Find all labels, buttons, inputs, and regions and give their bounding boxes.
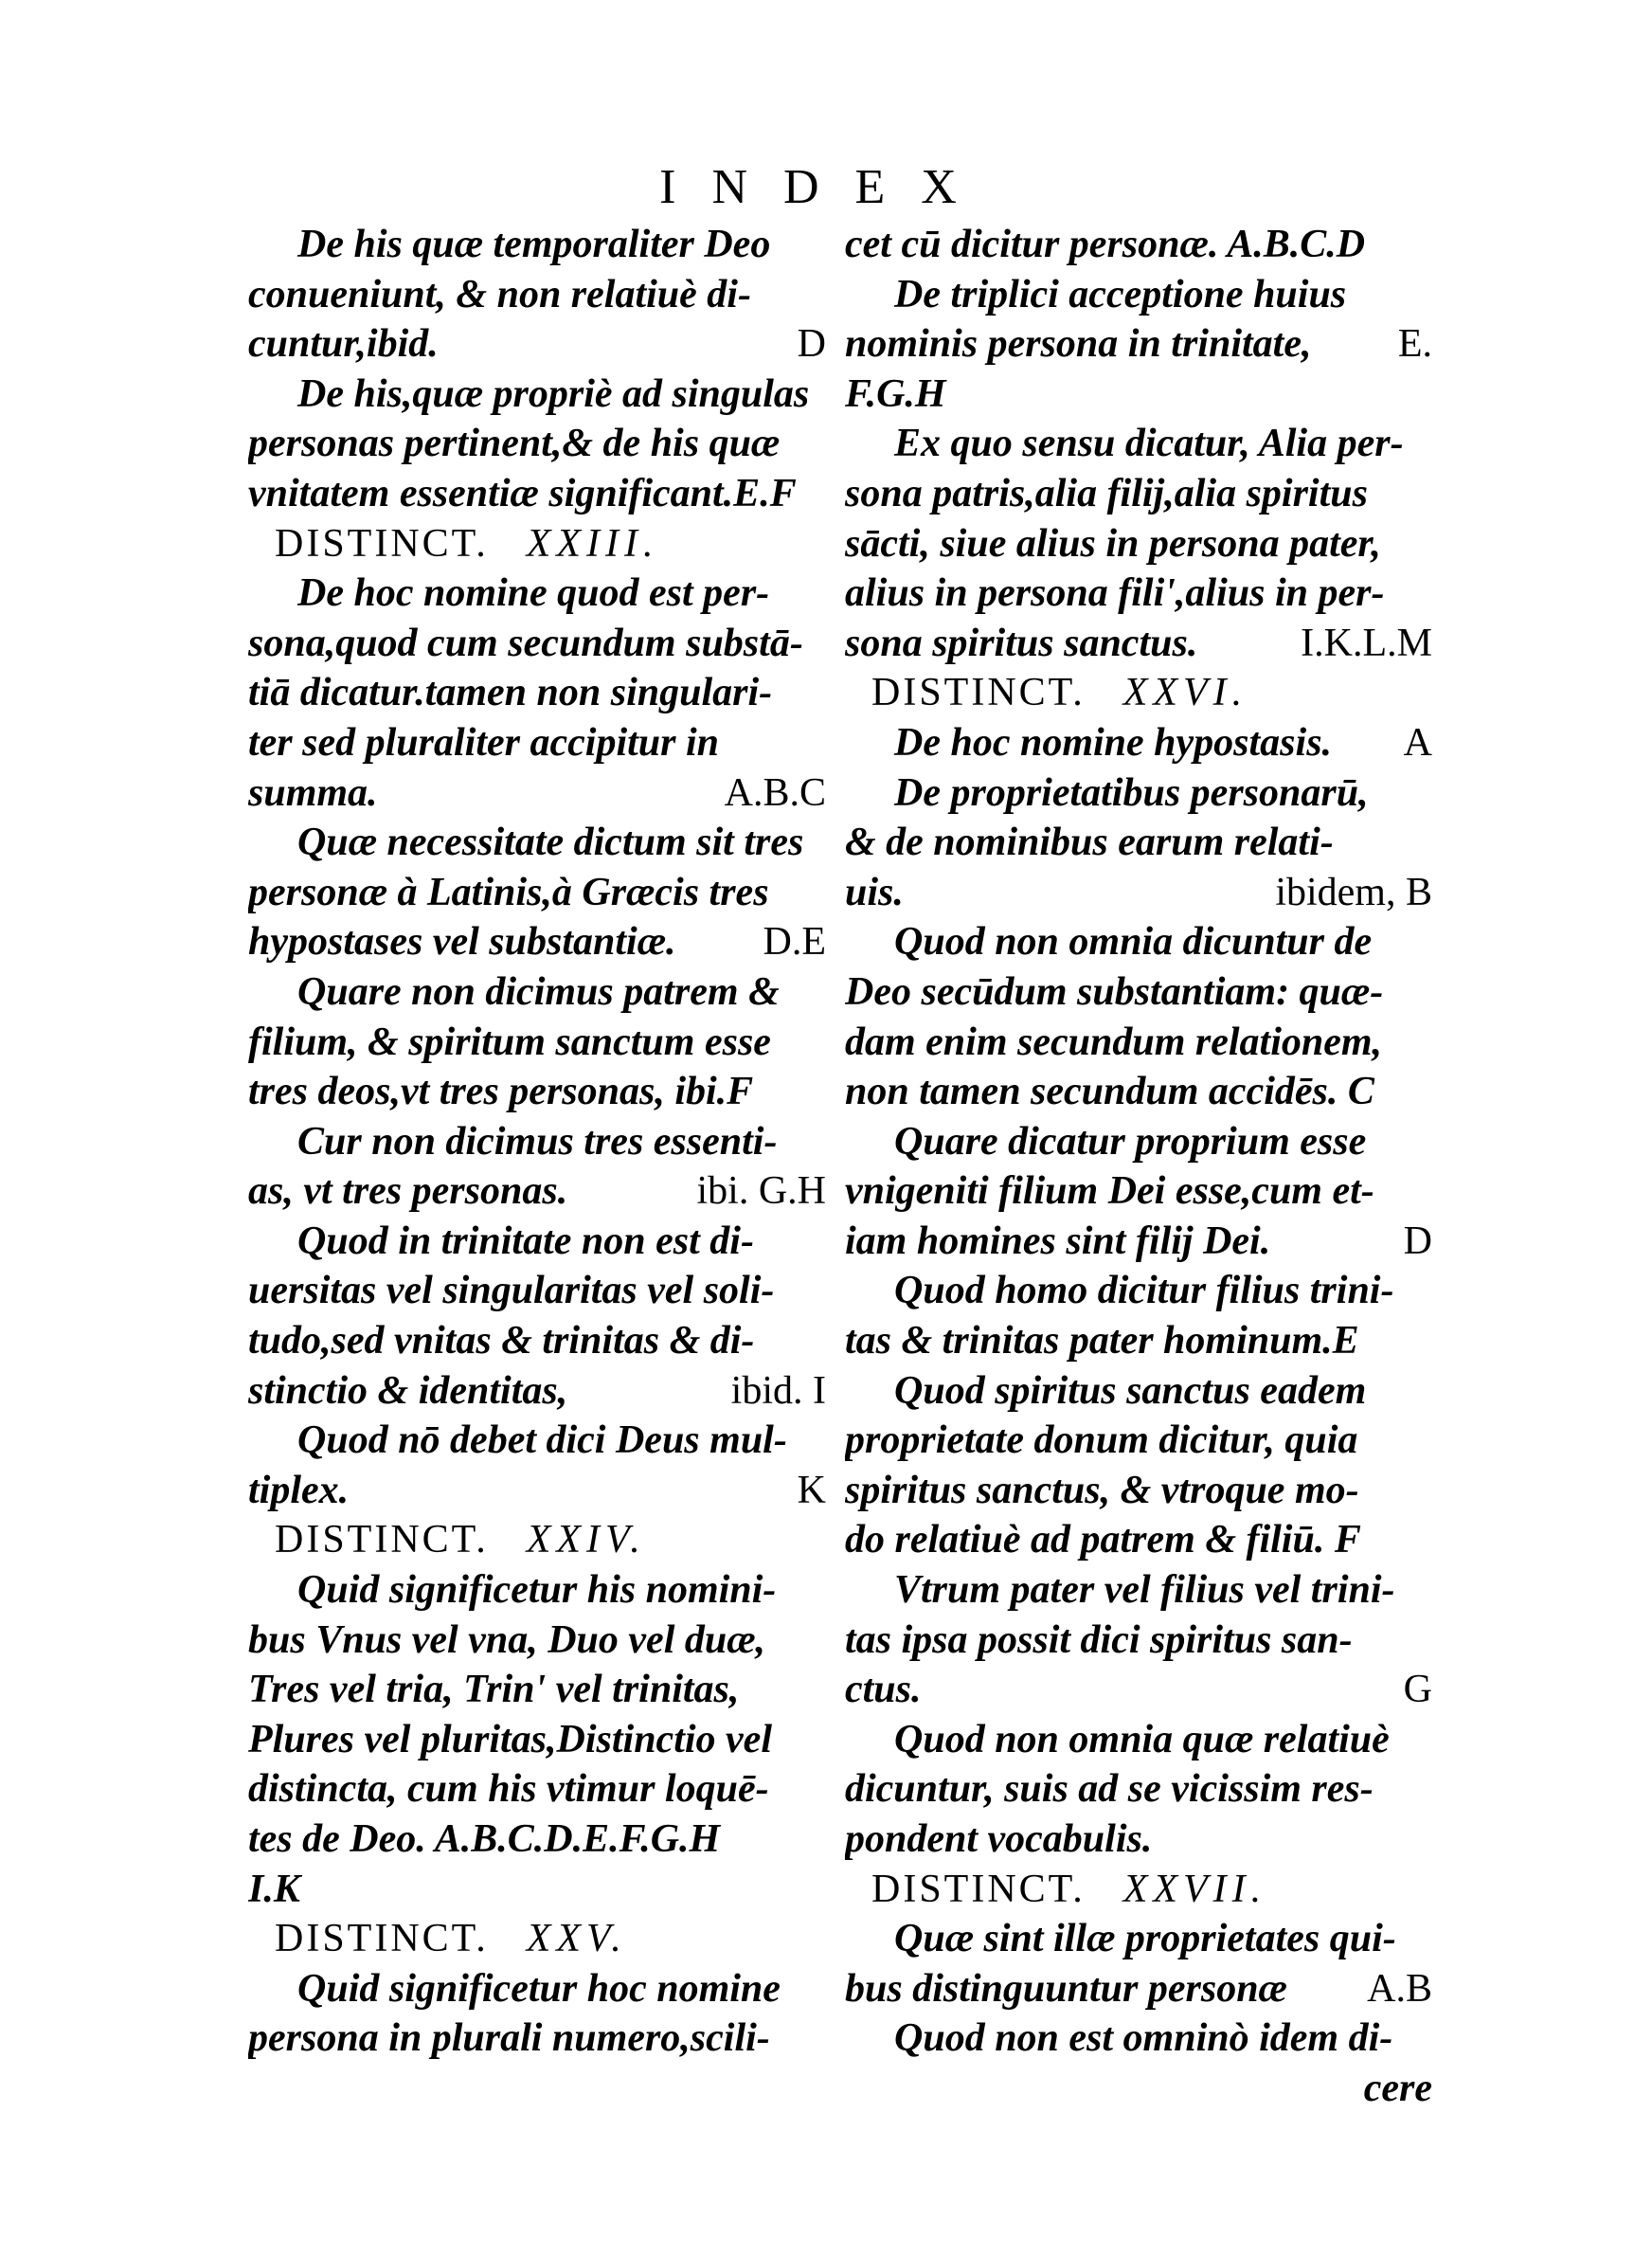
section-reference: K	[797, 1468, 826, 1512]
index-entry-line: alius in persona fili',alius in per-	[845, 571, 1385, 616]
entry-text: sona spiritus sanctus.	[845, 621, 1198, 665]
index-entry-line	[248, 768, 826, 819]
index-entry-line: non tamen secundum accidēs. C	[845, 1070, 1374, 1114]
entry-text: summa.	[248, 770, 378, 815]
index-entry-line	[845, 619, 1432, 669]
distinction-heading	[248, 519, 826, 569]
index-entry-line: tas & trinitas pater hominum.E	[845, 1319, 1359, 1363]
entry-text: De hoc nomine hypostasis.	[894, 720, 1333, 765]
entry-text: stinctio & identitas,	[248, 1368, 568, 1413]
index-entry-line: Quod in trinitate non est di-	[297, 1219, 754, 1263]
index-entry-line: tas ipsa possit dici spiritus san-	[845, 1617, 1353, 1662]
section-reference: ibidem, B	[1275, 870, 1432, 914]
index-entry-line: sona,quod cum secundum substā-	[248, 621, 803, 665]
section-reference: E.	[1397, 322, 1432, 367]
distinction-label: DISTINCT.	[871, 1867, 1086, 1911]
section-reference: G	[1403, 1668, 1432, 1712]
index-entry-line: Quod nō debet dici Deus mul-	[297, 1418, 787, 1463]
index-entry-line: & de nominibus earum relati-	[845, 821, 1334, 865]
index-entry-line	[845, 1665, 1432, 1715]
left-index-column	[248, 220, 826, 2064]
index-entry-line: tres deos,vt tres personas, ibi.F	[248, 1070, 754, 1114]
index-entry-line: persona in plurali numero,scili-	[248, 2016, 770, 2061]
index-entry-line: Quod non est omninò idem di-	[894, 2016, 1393, 2061]
index-entry-line: bus Vnus vel vna, Duo vel duæ,	[248, 1617, 766, 1662]
index-entry-line: tes de Deo. A.B.C.D.E.F.G.H	[248, 1817, 721, 1861]
distinction-heading	[845, 1865, 1432, 1915]
index-entry-line	[248, 1466, 826, 1516]
index-entry-line: De proprietatibus personarū,	[894, 770, 1369, 815]
section-reference: D	[797, 322, 826, 367]
entry-text: as, vt tres personas.	[248, 1169, 568, 1214]
index-entry-line: personæ à Latinis,à Græcis tres	[248, 870, 769, 914]
index-entry-line: Quod non omnia quæ relatiuè	[894, 1717, 1390, 1761]
index-entry-line: cet cū dicitur personæ. A.B.C.D	[845, 223, 1366, 266]
section-reference: ibi. G.H	[696, 1169, 826, 1214]
index-entry-line: sācti, siue alius in persona pater,	[845, 521, 1381, 566]
index-entry-line: dam enim secundum relationem,	[845, 1020, 1383, 1064]
distinction-heading	[845, 668, 1432, 718]
index-entry-line: cere	[1363, 2066, 1432, 2110]
index-entry-line: De triplici acceptione huius	[894, 272, 1347, 316]
index-entry-line: Quid significetur hoc nomine	[297, 1966, 781, 2011]
index-entry-line: distincta, cum his vtimur loquē-	[248, 1767, 769, 1812]
right-index-column	[845, 220, 1432, 2114]
distinction-number: XXV.	[526, 1917, 627, 1961]
index-entry-line: conueniunt, & non relatiuè di-	[248, 272, 751, 316]
distinction-heading	[248, 1914, 826, 1964]
section-reference: A.B.C	[724, 770, 826, 815]
entry-text: uis.	[845, 870, 904, 914]
index-entry-line: tudo,sed vnitas & trinitas & di-	[248, 1319, 755, 1363]
index-entry-line: dicuntur, suis ad se vicissim res-	[845, 1767, 1374, 1812]
distinction-number: XXIII.	[526, 521, 659, 566]
index-entry-line: Ex quo sensu dicatur, Alia per-	[894, 422, 1404, 466]
index-entry-line: personas pertinent,& de his quæ	[248, 422, 781, 466]
index-entry-line: Plures vel pluritas,Distinctio vel	[248, 1717, 772, 1761]
index-entry-line: Quæ sint illæ proprietates qui-	[894, 1917, 1396, 1961]
distinction-number: XXVII.	[1122, 1867, 1267, 1911]
section-reference: A	[1403, 720, 1432, 765]
index-entry-line: proprietate donum dicitur, quia	[845, 1418, 1358, 1463]
index-entry-line: Quare non dicimus patrem &	[297, 969, 780, 1014]
distinction-label: DISTINCT.	[275, 521, 489, 566]
entry-text: bus distinguuntur personæ	[845, 1966, 1287, 2011]
index-entry-line	[845, 718, 1432, 768]
index-entry-line: Cur non dicimus tres essenti-	[297, 1119, 778, 1164]
distinction-number: XXIV.	[526, 1518, 646, 1562]
index-entry-line: De his,quæ propriè ad singulas	[297, 371, 810, 416]
entry-text: nominis persona in trinitate,	[845, 322, 1312, 367]
section-reference: A.B	[1367, 1966, 1432, 2011]
index-entry-line	[248, 319, 826, 370]
index-entry-line: do relatiuè ad patrem & filiū. F	[845, 1518, 1361, 1562]
index-entry-line: Deo secūdum substantiam: quæ-	[845, 969, 1384, 1014]
page-header: INDEX	[659, 160, 993, 214]
index-entry-line: vnitatem essentiæ significant.E.F	[248, 471, 797, 515]
distinction-label: DISTINCT.	[871, 671, 1086, 715]
section-reference: ibid. I	[730, 1368, 826, 1413]
index-entry-line: Tres vel tria, Trin' vel trinitas,	[248, 1668, 740, 1712]
entry-text: ctus.	[845, 1668, 922, 1712]
index-entry-line: De his quæ temporaliter Deo	[297, 223, 771, 266]
index-entry-line	[845, 1964, 1432, 2014]
index-entry-line	[845, 868, 1432, 918]
index-entry-line: Quod homo dicitur filius trini-	[894, 1269, 1394, 1313]
index-entry-line	[845, 319, 1432, 370]
index-entry-line: F.G.H	[845, 371, 946, 416]
distinction-number: XXVI.	[1122, 671, 1248, 715]
index-entry-line: Quod spiritus sanctus eadem	[894, 1368, 1367, 1413]
index-entry-line	[248, 1366, 826, 1417]
index-entry-line: sona patris,alia filij,alia spiritus	[845, 471, 1368, 515]
index-entry-line: spiritus sanctus, & vtroque mo-	[845, 1468, 1359, 1512]
entry-text: tiplex.	[248, 1468, 350, 1512]
index-entry-line: pondent vocabulis.	[845, 1817, 1153, 1861]
index-entry-line: filium, & spiritum sanctum esse	[248, 1020, 771, 1064]
index-entry-line: Quid significetur his nomini-	[297, 1568, 777, 1613]
index-entry-line: De hoc nomine quod est per-	[297, 571, 770, 616]
entry-text: cuntur,ibid.	[248, 322, 439, 367]
index-entry-line	[845, 1217, 1432, 1267]
distinction-label: DISTINCT.	[275, 1518, 489, 1562]
index-entry-line: I.K	[248, 1867, 300, 1911]
entry-text: iam homines sint filij Dei.	[845, 1219, 1271, 1263]
section-reference: D.E	[763, 920, 826, 965]
distinction-heading	[248, 1515, 826, 1565]
index-entry-line: Quod non omnia dicuntur de	[894, 920, 1373, 965]
section-reference: I.K.L.M	[1301, 621, 1432, 665]
entry-text: hypostases vel substantiæ.	[248, 920, 676, 965]
section-reference: D	[1403, 1219, 1432, 1263]
index-entry-line	[248, 1166, 826, 1217]
index-entry-line: uersitas vel singularitas vel soli-	[248, 1269, 775, 1313]
index-entry-line	[248, 917, 826, 967]
index-entry-line: vnigeniti filium Dei esse,cum et-	[845, 1169, 1374, 1214]
index-entry-line: Quare dicatur proprium esse	[894, 1119, 1367, 1164]
index-entry-line: Vtrum pater vel filius vel trini-	[894, 1568, 1395, 1613]
index-entry-line: tiā dicatur.tamen non singulari-	[248, 671, 773, 715]
index-entry-line: ter sed pluraliter accipitur in	[248, 720, 720, 765]
index-entry-line: Quæ necessitate dictum sit tres	[297, 821, 804, 865]
distinction-label: DISTINCT.	[275, 1917, 489, 1961]
